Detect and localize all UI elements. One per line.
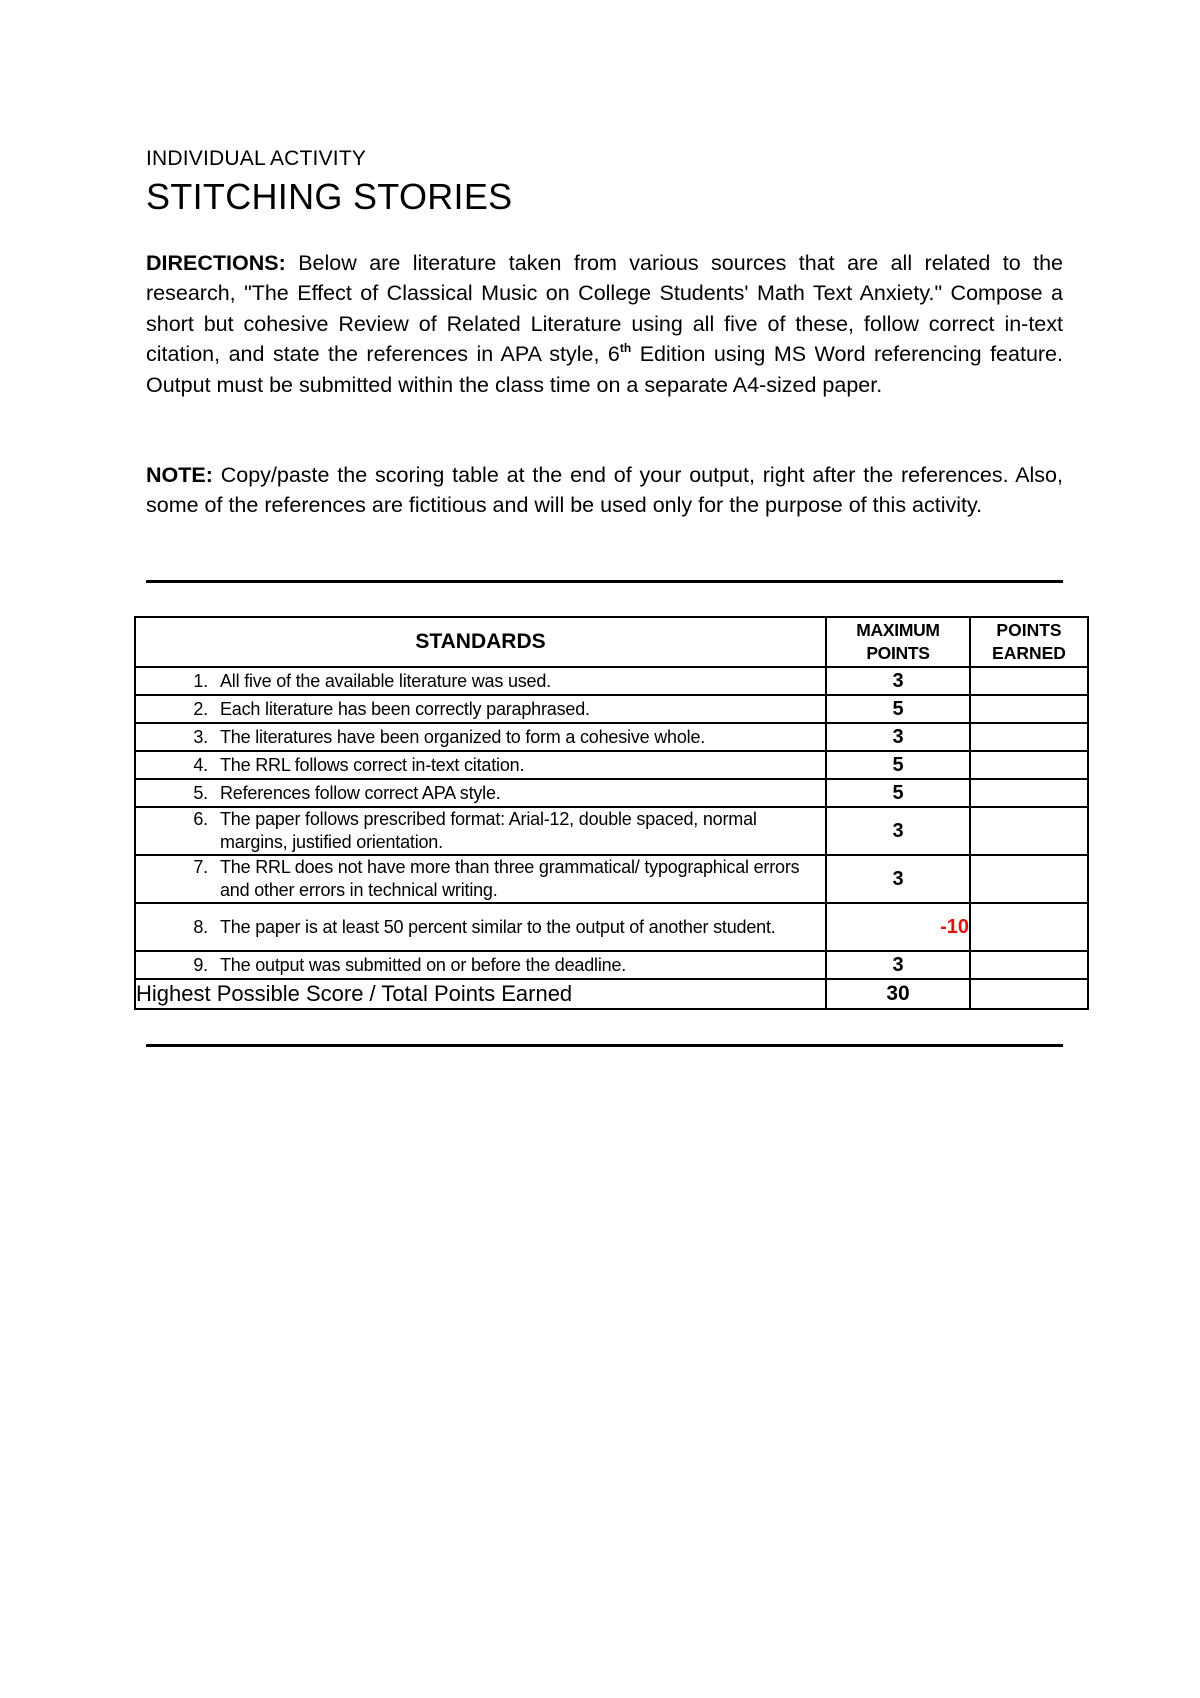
criterion-text: References follow correct APA style. (220, 782, 501, 803)
table-row (135, 667, 1088, 695)
penalty-points-cell: -10 (826, 903, 970, 951)
points-earned-cell[interactable] (970, 807, 1088, 855)
table-row (135, 855, 1088, 903)
table-row (135, 951, 1088, 979)
directions-text-2: Edition using MS Word referencing feature. Output must be submitted within the class time on a separate A4-sized paper. (146, 342, 1063, 397)
max-points-cell: 5 (826, 751, 970, 779)
max-points-cell: 3 (826, 723, 970, 751)
criterion-text: The paper is at least 50 percent similar to the output of another student. (220, 916, 776, 937)
directions-superscript: th (619, 341, 632, 356)
criterion-text: The RRL does not have more than three grammatical/ typographical errors and other errors in technical writing. (220, 857, 800, 900)
max-points-cell: 3 (826, 951, 970, 979)
points-earned-cell[interactable] (970, 903, 1088, 951)
directions-text-1: Below are literature taken from various sources that are all related to the research, "The Effect of Classical Music on College Students' Math Text Anxiety." Compose a short but cohesive Review of Related Literature using all five of these, follow correct in-text citation, and state the references in APA style, 6 (146, 251, 1063, 367)
max-points-cell: 3 (826, 855, 970, 903)
criterion-cell (135, 951, 826, 979)
table-header-row (135, 617, 1088, 667)
criterion-number: 5. (193, 782, 208, 803)
top-divider (146, 580, 1063, 583)
header-standards: STANDARDS (135, 617, 826, 667)
criterion-text: Each literature has been correctly paraphrased. (220, 698, 590, 719)
criterion-number: 2. (193, 698, 208, 719)
table-row (135, 807, 1088, 855)
points-earned-cell[interactable] (970, 695, 1088, 723)
criterion-number: 9. (193, 954, 208, 975)
points-earned-cell[interactable] (970, 855, 1088, 903)
note-text: Copy/paste the scoring table at the end of your output, right after the references. Also, some of the references are fictitious and will be used only for the purpose of this activity. (146, 463, 1063, 518)
table-row (135, 695, 1088, 723)
bottom-divider (146, 1044, 1063, 1047)
directions-label: DIRECTIONS: (146, 251, 286, 275)
table-row (135, 751, 1088, 779)
criterion-number: 6. (193, 809, 208, 829)
scoring-table (134, 616, 1089, 1010)
note-paragraph (146, 460, 1063, 521)
criterion-number: 7. (193, 857, 208, 877)
criterion-cell (135, 723, 826, 751)
criterion-number: 1. (193, 670, 208, 691)
points-earned-cell[interactable] (970, 951, 1088, 979)
activity-kicker: INDIVIDUAL ACTIVITY (146, 147, 367, 170)
criterion-cell (135, 667, 826, 695)
total-points-earned-cell[interactable] (970, 979, 1088, 1009)
activity-title: STITCHING STORIES (146, 176, 513, 217)
header-max-points: MAXIMUM POINTS (826, 617, 970, 667)
directions-paragraph (146, 248, 1063, 400)
points-earned-cell[interactable] (970, 751, 1088, 779)
criterion-cell (135, 855, 826, 903)
note-label: NOTE: (146, 463, 213, 487)
max-points-cell: 3 (826, 807, 970, 855)
criterion-text: The RRL follows correct in-text citation. (220, 754, 525, 775)
points-earned-cell[interactable] (970, 723, 1088, 751)
max-points-cell: 3 (826, 667, 970, 695)
criterion-text: The paper follows prescribed format: Arial-12, double spaced, normal margins, justified orientation. (220, 809, 757, 852)
criterion-cell (135, 779, 826, 807)
points-earned-cell[interactable] (970, 667, 1088, 695)
criterion-cell (135, 695, 826, 723)
criterion-text: All five of the available literature was used. (220, 670, 551, 691)
max-points-cell: 5 (826, 779, 970, 807)
table-row (135, 779, 1088, 807)
criterion-text: The output was submitted on or before the deadline. (220, 954, 627, 975)
criterion-cell (135, 903, 826, 951)
total-label: Highest Possible Score / Total Points Earned (135, 979, 826, 1009)
criterion-cell (135, 751, 826, 779)
criterion-cell (135, 807, 826, 855)
criterion-text: The literatures have been organized to form a cohesive whole. (220, 726, 706, 747)
total-row (135, 979, 1088, 1009)
total-max-points: 30 (826, 979, 970, 1009)
table-row (135, 903, 1088, 951)
table-row (135, 723, 1088, 751)
max-points-cell: 5 (826, 695, 970, 723)
criterion-number: 8. (193, 916, 208, 937)
header-points-earned: POINTS EARNED (970, 617, 1088, 667)
criterion-number: 3. (193, 726, 208, 747)
criterion-number: 4. (193, 754, 208, 775)
points-earned-cell[interactable] (970, 779, 1088, 807)
